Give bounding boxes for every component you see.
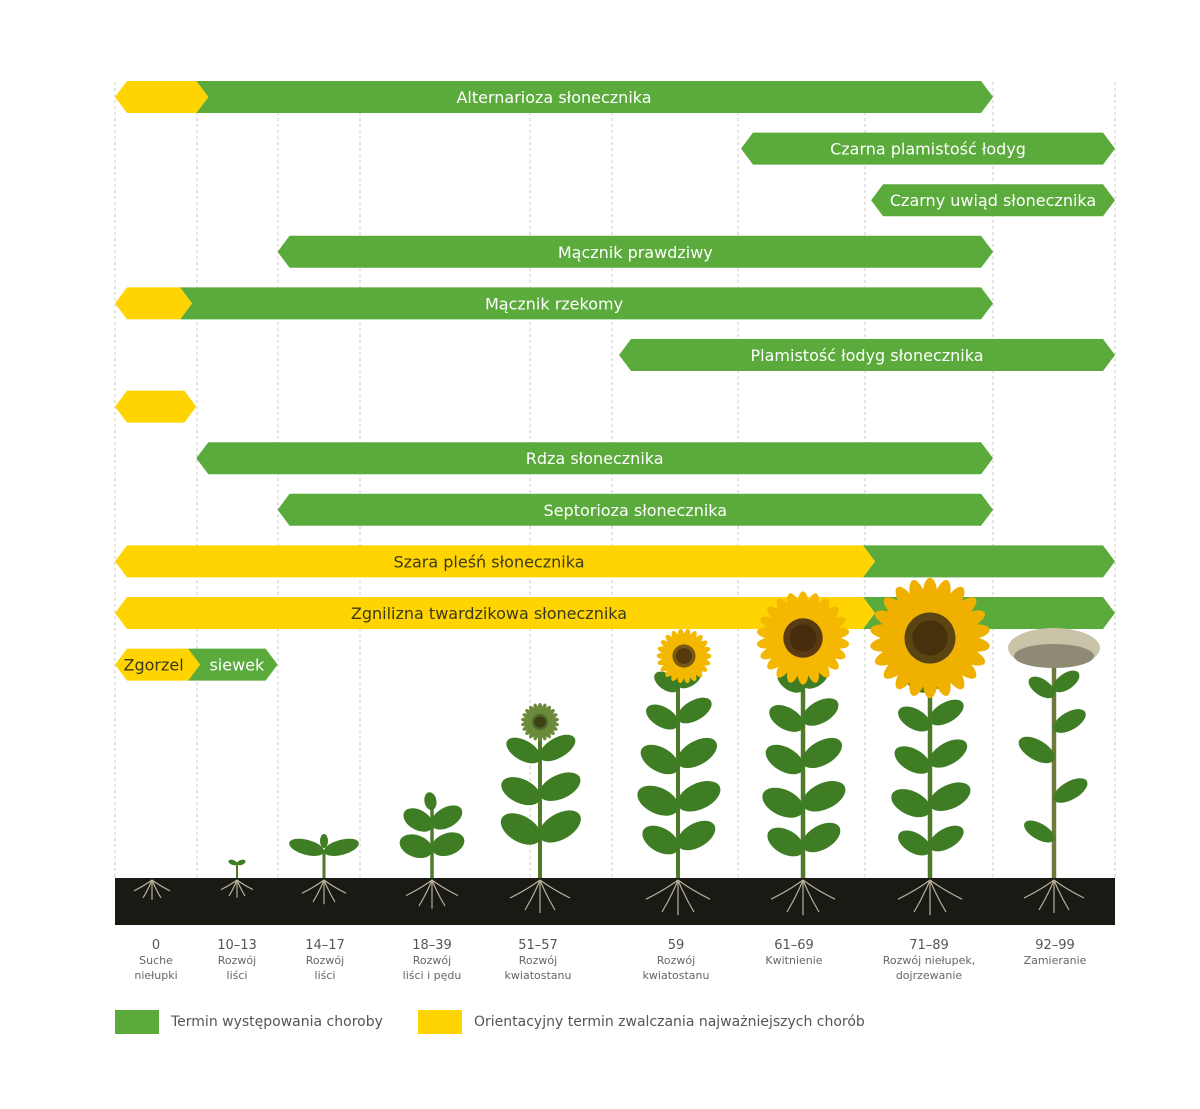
disease-bar-label: Czarna plamistość łodyg — [830, 139, 1026, 159]
seedling-bar-label-right: siewek — [209, 655, 265, 675]
stage-label — [305, 938, 345, 982]
legend-swatch-yellow — [418, 1010, 462, 1034]
stage-name: niełupki — [134, 969, 178, 982]
leaf — [396, 830, 435, 862]
leaf — [798, 775, 851, 818]
sunflower-plant — [396, 791, 467, 880]
stage-label — [643, 938, 710, 982]
bar-segment-control — [115, 81, 208, 113]
disease-bar — [115, 545, 1115, 577]
stage-label — [134, 938, 177, 982]
stage-name: dojrzewanie — [895, 969, 963, 982]
bar-segment-control — [115, 391, 196, 423]
disease-bar — [115, 287, 993, 319]
stage-code: 71–89 — [909, 938, 949, 953]
stage-label — [765, 938, 822, 967]
stage-name: Rozwój — [217, 954, 257, 967]
stage-name: liści i pędu — [402, 969, 462, 982]
leaf — [535, 767, 585, 807]
stage-name: kwiatostanu — [504, 969, 572, 982]
sunflower-head — [521, 703, 560, 741]
disease-bar-label: Szara pleśń słonecznika — [393, 552, 585, 572]
stage-name: Rozwój — [412, 954, 452, 967]
disease-bar-label: Septorioza słonecznika — [543, 500, 728, 520]
stage-code: 18–39 — [412, 938, 452, 953]
stage-code: 0 — [151, 938, 161, 953]
leaf — [673, 775, 726, 818]
legend-label-occurrence: Termin występowania choroby — [171, 1014, 383, 1030]
stage-label — [883, 938, 975, 982]
leaf — [428, 828, 467, 860]
disease-bar — [196, 442, 993, 474]
leaf — [925, 777, 975, 817]
stage-name: Zamieranie — [1023, 954, 1087, 967]
leaf — [322, 835, 361, 859]
stage-code: 59 — [667, 938, 685, 953]
disease-bar — [619, 339, 1115, 371]
stage-label — [1024, 938, 1087, 967]
stage-name: liści — [314, 969, 336, 982]
stage-name: Kwitnienie — [765, 954, 823, 967]
stage-code: 51–57 — [518, 938, 558, 953]
stage-code: 92–99 — [1035, 938, 1075, 953]
sunflower-plant — [633, 620, 726, 880]
bar-segment-control — [115, 287, 192, 319]
stage-code: 10–13 — [217, 938, 257, 953]
disease-bar-label: Alternarioza słonecznika — [456, 88, 652, 107]
disease-bars — [115, 81, 1115, 629]
disease-bar — [871, 184, 1115, 216]
seedling-bar-label-left: Zgorzel — [123, 655, 184, 675]
disease-bar — [115, 391, 196, 423]
sunflower-plant — [228, 859, 247, 880]
seedling-disease-bar — [115, 649, 278, 681]
stage-code: 61–69 — [774, 938, 814, 953]
leaf — [320, 834, 328, 848]
stage-name: Rozwój — [518, 954, 558, 967]
sunflower-head — [869, 578, 990, 699]
sunflower-plant — [1008, 628, 1100, 880]
leaf — [633, 780, 684, 822]
disease-bar-label: Mącznik prawdziwy — [557, 242, 713, 262]
disease-bar-label: Czarny uwiąd słonecznika — [889, 191, 1097, 211]
sunflower-plant — [869, 578, 990, 880]
disease-bar-label: Mącznik rzekomy — [484, 294, 624, 314]
stage-name: Rozwój niełupek, — [882, 954, 976, 967]
disease-bar — [278, 494, 993, 526]
legend-label-control: Orientacyjny termin zwalczania najważniejszych chorób — [474, 1014, 865, 1030]
soil-strip — [115, 878, 1115, 925]
sunflower-plant — [287, 834, 360, 880]
stage-label — [505, 938, 572, 982]
disease-bar-label: Plamistość łodyg słonecznika — [750, 346, 984, 365]
disease-bar — [278, 236, 993, 268]
stage-label — [403, 938, 462, 982]
legend-swatch-green — [115, 1010, 159, 1034]
stage-code: 14–17 — [305, 938, 345, 953]
leaf — [287, 835, 326, 859]
leaf — [423, 791, 438, 811]
disease-bar-label: Rdza słonecznika — [525, 449, 664, 469]
legend-item-occurrence — [115, 1010, 383, 1034]
stage-name: Rozwój — [656, 954, 696, 967]
stage-name: kwiatostanu — [642, 969, 710, 982]
stage-name: liści — [226, 969, 248, 982]
legend-item-control — [418, 1010, 865, 1034]
stage-labels — [134, 938, 1086, 982]
leaf — [497, 771, 545, 811]
sunflower-plant — [495, 703, 586, 880]
stage-label — [217, 938, 257, 982]
disease-bar — [741, 133, 1115, 165]
bar-segment-occurrence — [863, 545, 1115, 577]
disease-bar-label: Zgnilizna twardzikowa słonecznika — [350, 604, 628, 623]
disease-bar — [115, 81, 993, 113]
stage-name: Rozwój — [305, 954, 345, 967]
sunflower-plant — [756, 591, 850, 880]
stage-name: Suche — [139, 954, 173, 967]
